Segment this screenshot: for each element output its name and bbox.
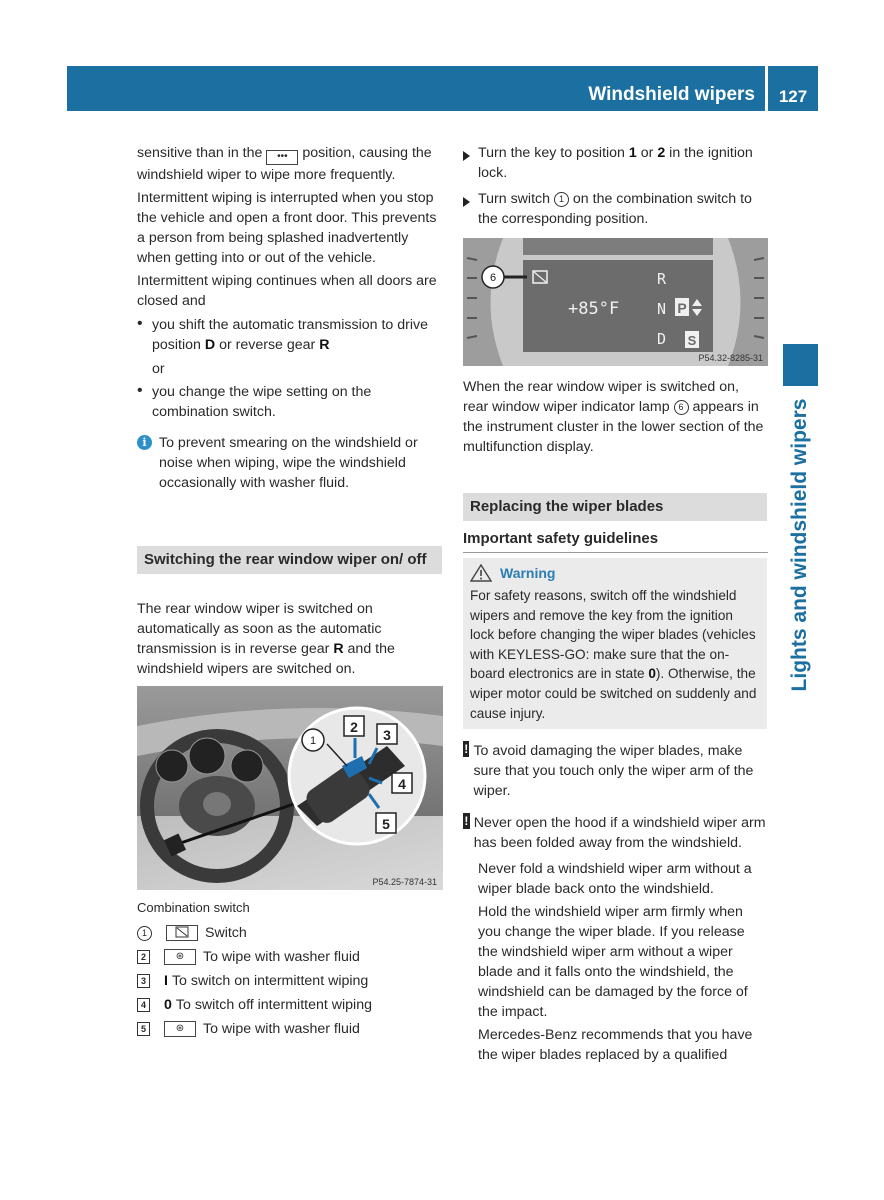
warning-box — [463, 558, 767, 729]
chapter-tab-marker — [783, 344, 818, 386]
intermittent-symbol: ••• — [266, 150, 298, 165]
paragraph-interrupted: Intermittent wiping is interrupted when you stop the vehicle and open a front door. This prevents a person from being splashed inadvertently when getting into or out of the vehicle. — [137, 190, 437, 266]
paragraph-rear-wiper: The rear window wiper is switched on automatically as soon as the automatic transmission is in reverse gear R and the windshield wipers are switched on. — [137, 601, 395, 677]
gear-d: D — [657, 330, 667, 348]
callout-1: 1 — [309, 735, 317, 747]
callout-3: 3 — [383, 727, 391, 743]
note-paragraph: Never fold a windshield wiper arm without a wiper blade back onto the windshield. — [478, 861, 752, 897]
paragraph-sensitivity: sensitive than in the ••• position, causing the windshield wiper to wipe more frequently. — [137, 145, 432, 183]
list-item: • you change the wipe setting on the combination switch. — [137, 382, 372, 420]
left-column — [137, 143, 443, 496]
right-column — [463, 143, 768, 232]
caption-title: Combination switch — [137, 900, 250, 915]
caption-list — [137, 898, 443, 1041]
gear-p: P — [677, 300, 687, 316]
note-item: ! To avoid damaging the wiper blades, make sure that you touch only the wiper arm of the wiper. — [464, 742, 754, 799]
caution-icon: ! — [464, 742, 469, 756]
washer-fluid-icon: ⊛ — [164, 1021, 196, 1037]
callout-2: 2 — [350, 719, 358, 735]
temperature-readout: +85°F — [568, 299, 620, 319]
section-title-rear-wiper: Switching the rear window wiper on/ off — [137, 546, 442, 574]
step-item: Turn switch 1 on the combination switch to the corresponding position. — [463, 189, 768, 232]
paragraph-continues: Intermittent wiping continues when all doors are closed and — [137, 273, 437, 309]
section-title-replace-blades: Replacing the wiper blades — [463, 493, 767, 521]
step-arrow-icon — [463, 151, 470, 161]
callout-5: 5 — [382, 816, 390, 832]
gear-s: S — [687, 333, 697, 348]
caption-row: 3 I To switch on intermittent wiping — [137, 969, 443, 993]
chapter-tab-label: Lights and windshield wipers — [788, 398, 811, 692]
paragraph-indicator-lamp: When the rear window wiper is switched on, rear window wiper indicator lamp 6 appears in the instrument cluster in the lower section of the multifunction display. — [463, 379, 764, 455]
warning-heading: Warning — [470, 564, 760, 582]
info-note: i To prevent smearing on the windshield or noise when wiping, wipe the windshield occasionally with washer fluid. — [137, 433, 443, 496]
step-item: Turn the key to position 1 or 2 in the ignition lock. — [463, 143, 768, 186]
gear-r: R — [657, 270, 667, 288]
caution-icon: ! — [464, 814, 469, 828]
note-item: ! Never open the hood if a windshield wiper arm has been folded away from the windshield. — [464, 814, 766, 851]
step-arrow-icon — [463, 197, 470, 207]
instrument-cluster-image — [463, 238, 768, 366]
or-text: or — [152, 361, 165, 377]
image-code: P54.25-7874-31 — [372, 877, 437, 887]
gear-n: N — [657, 300, 667, 318]
image-code: P54.32-8285-31 — [698, 353, 763, 363]
caption-row: 4 0 To switch off intermittent wiping — [137, 993, 443, 1017]
note-paragraph: Hold the windshield wiper arm firmly when you change the wiper blade. If you release the windshield wiper arm without a wiper blade and it falls onto the windshield, the windshield can be damaged by the force of the impact. — [478, 904, 748, 1020]
page-number: 127 — [778, 87, 808, 106]
washer-fluid-icon: ⊛ — [164, 949, 196, 965]
note-paragraph: Mercedes-Benz recommends that you have the wiper blades replaced by a qualified — [478, 1027, 753, 1063]
lamp-callout: 6 — [489, 272, 497, 284]
list-item: • you shift the automatic transmission to drive position D or reverse gear R — [137, 315, 428, 353]
page-title: Windshield wipers — [588, 84, 755, 105]
wiper-switch-icon — [166, 925, 198, 941]
caption-row: 5 ⊛ To wipe with washer fluid — [137, 1017, 443, 1041]
callout-4: 4 — [398, 776, 406, 792]
combination-switch-image — [137, 686, 443, 890]
caption-row: 1 Switch — [137, 921, 443, 945]
caption-row: 2 ⊛ To wipe with washer fluid — [137, 945, 443, 969]
divider — [463, 552, 768, 553]
notes — [463, 741, 768, 1068]
info-icon: i — [137, 435, 152, 450]
subheading-safety: Important safety guidelines — [463, 530, 659, 547]
warning-triangle-icon — [470, 564, 492, 582]
warning-text: For safety reasons, switch off the windshield wipers and remove the key from the ignition lock before changing the wiper blades (vehicles with KEYLESS-GO: make sure that the on-board electronics are in state 0). Otherwise, the wiper motor could be switched on suddenly and cause injury. — [470, 588, 757, 721]
